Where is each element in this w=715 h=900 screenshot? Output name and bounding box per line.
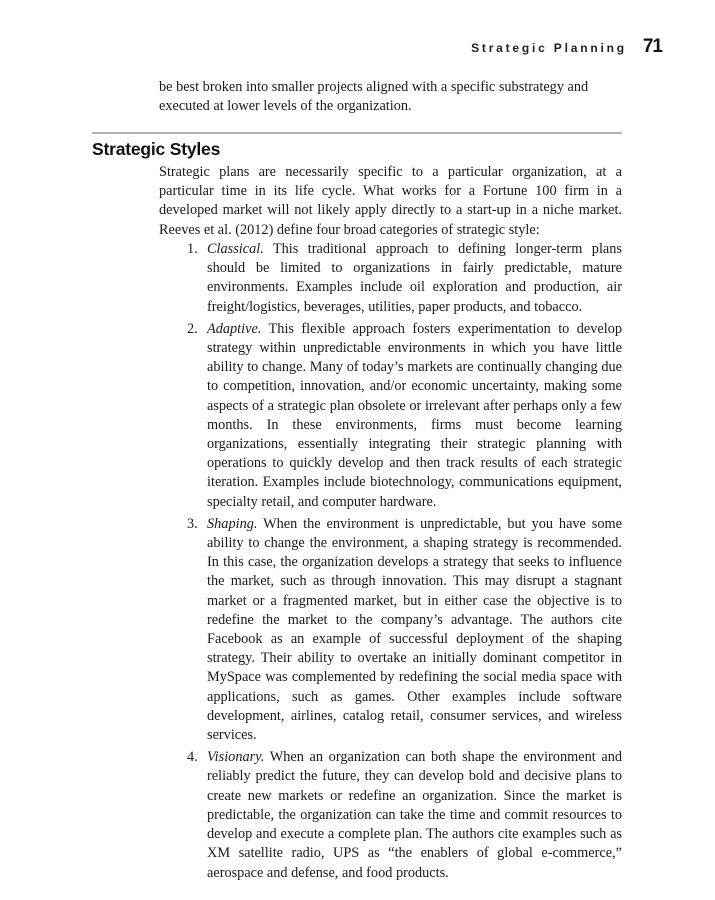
item-text: This traditional approach to defining longer-term plans should be limited to organizations in fairly predictable, mature environments. Examples include oil exploration and production, air freight/logistics, beverages, utilities, paper products, and tobacco. [207, 241, 622, 315]
page-number: 71 [642, 36, 662, 57]
item-number: 3. [187, 515, 198, 532]
strategic-styles-list [187, 240, 622, 886]
item-number: 2. [187, 320, 198, 337]
item-term: Adaptive. [207, 320, 262, 337]
item-text: When the environment is unpredictable, but you have some ability to change the environment, a shaping strategy is recommended. In this case, the organization develops a strategy that seeks to influence the market, such as through innovation. This may disrupt a stagnant market or a fragmented market, but in either case the objective is to redefine the market to the company’s advantage. The authors cite Facebook as an example of successful deployment of the shaping strategy. Their ability to overtake an initially dominant competitor in MySpace was complemented by redefining the social media space with applications, such as games. Other examples include software development, airlines, catalog retail, consumer services, and wireless services. [207, 515, 622, 744]
item-term: Shaping. [207, 515, 258, 532]
running-head [471, 36, 662, 58]
intro-paragraph: Strategic plans are necessarily specific to a particular organization, at a particular time in its life cycle. What works for a Fortune 100 firm in a developed market will not likely apply directly to a start-up in a niche market. Reeves et al. (2012) define four broad categories of strategic style: [159, 164, 622, 238]
carryover-paragraph: be best broken into smaller projects aligned with a specific substrategy and executed at lower levels of the organization. [159, 79, 589, 115]
item-term: Classical. [207, 241, 264, 257]
item-text: When an organization can both shape the environment and reliably predict the future, they can develop bold and decisive plans to create new markets or redefine an organization. Since the market is predictable, the organization can take the time and commit resources to develop and execute a complete plan. The authors cite examples such as XM satellite radio, UPS as “the enablers of global e-commerce,” aerospace and defense, and food products. [207, 749, 622, 881]
section-title: Strategic Styles [92, 139, 221, 159]
list-item [187, 320, 622, 512]
item-number: 1. [187, 241, 198, 257]
list-item [187, 240, 622, 317]
list-item [187, 515, 622, 745]
item-number: 4. [187, 749, 198, 766]
item-term: Visionary. [207, 749, 265, 766]
list-item [187, 748, 622, 882]
item-text: This flexible approach fosters experimentation to develop strategy within unpredictable environments in which you have little ability to change. Many of today’s markets are continually changing due to competition, innovation, and/or economic uncertainty, making some aspects of a strategic plan obsolete or irrelevant after perhaps only a few months. In these environments, firms must become learning organizations, essentially integrating their strategic planning with operations to quickly develop and then track results of each strategic iteration. Examples include biotechnology, communications equipment, specialty retail, and computer hardware. [207, 320, 622, 510]
section-divider [92, 132, 622, 134]
running-head-title: Strategic Planning [471, 41, 627, 55]
